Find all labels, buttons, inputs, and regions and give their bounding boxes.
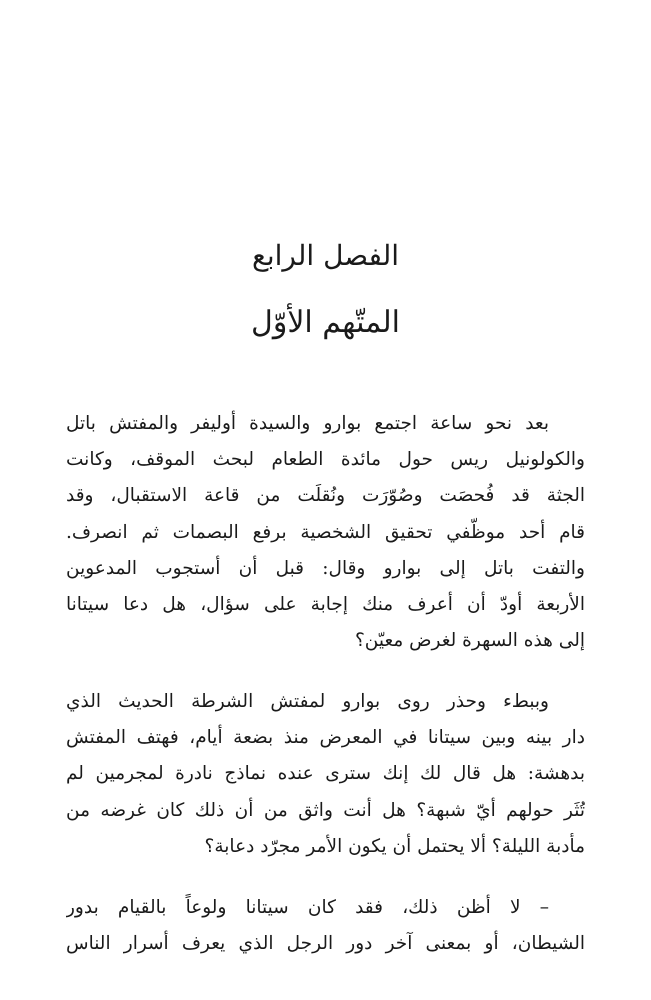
text-line: مأدبة الليلة؟ ألا يحتمل أن يكون الأمر مجرّد دعابة؟	[204, 835, 585, 857]
text-line: قام أحد موظّفي تحقيق الشخصية برفع البصمات ثم انصرف.	[66, 521, 585, 543]
text-line: بدهشة: هل قال لك إنك سترى عنده نماذج نادرة لمجرمين لم	[66, 763, 585, 785]
paragraph-1	[66, 406, 585, 659]
text-line: الجثة قد فُحصَت وصُوّرَت ونُقلَت من قاعة الاستقبال، وقد	[66, 485, 585, 507]
text-line: وببطء وحذر روى بوارو لمفتش الشرطة الحديث الذي	[66, 691, 549, 712]
text-line: دار بينه وبين سيتانا في المعرض منذ بضعة أيام، فهتف المفتش	[66, 727, 585, 749]
text-line: والكولونيل ريس حول مائدة الطعام لبحث الموقف، وكانت	[66, 449, 585, 471]
paragraph-2	[66, 684, 585, 865]
text-line: – لا أظن ذلك، فقد كان سيتانا ولوعاً بالقيام بدور	[66, 897, 549, 918]
text-line: إلى هذه السهرة لغرض معيّن؟	[354, 630, 585, 652]
chapter-number: الفصل الرابع	[251, 239, 400, 272]
text-line: تُثَر حولهم أيّ شبهة؟ هل أنت واثق من أن ذلك كان غرضه من	[66, 799, 585, 821]
text-line: والتفت باتل إلى بوارو وقال: قبل أن أستجوب المدعوين	[66, 557, 585, 579]
chapter-title: المتّهم الأوّل	[251, 305, 400, 340]
text-line: الأربعة أودّ أن أعرف منك إجابة على سؤال، هل دعا سيتانا	[66, 593, 585, 615]
paragraph-3	[66, 890, 585, 962]
text-line: بعد نحو ساعة اجتمع بوارو والسيدة أوليفر والمفتش باتل	[66, 413, 549, 434]
text-line: الشيطان، أو بمعنى آخر دور الرجل الذي يعرف أسرار الناس	[66, 933, 585, 955]
